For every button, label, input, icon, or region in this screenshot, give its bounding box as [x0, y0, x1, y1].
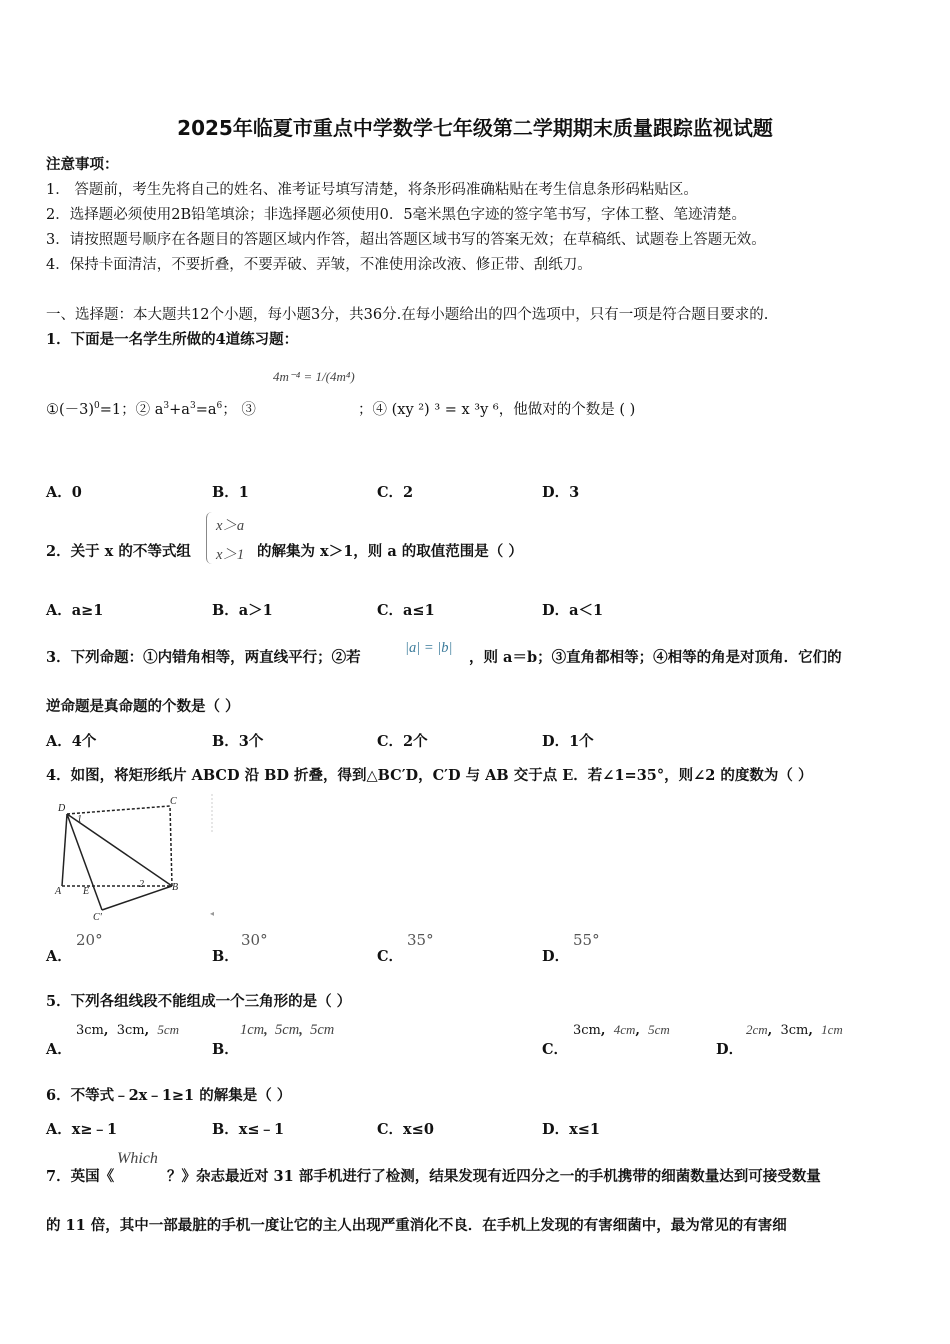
figure-label: A: [55, 886, 62, 897]
q4-option-b[interactable]: B．: [212, 948, 239, 965]
page-title: 2025年临夏市重点中学数学七年级第二学期期末质量跟踪监视试题: [177, 116, 773, 140]
question-7-suffix: ？》杂志最近对 31 部手机进行了检测，结果发现有近四分之一的手机携带的细菌数量达到可接受数量: [167, 1168, 821, 1185]
q2-option-d[interactable]: D．a＜1: [542, 602, 604, 619]
q5-option-d[interactable]: D．: [716, 1041, 744, 1058]
q4-option-b-value: 30°: [241, 931, 268, 949]
q1-items-tail: ；④ (xy ²) ³ = x ³y ⁶，他做对的个数是 ( ): [358, 402, 636, 418]
q3-option-d[interactable]: D．1个: [542, 733, 594, 750]
question-5-stem: 5．下列各组线段不能组成一个三角形的是（ ）: [46, 993, 352, 1010]
q3-option-a[interactable]: A．4个: [46, 733, 97, 750]
q6-option-b[interactable]: B．x≤﹣1: [212, 1121, 285, 1138]
question-3-line-1b: ，则 a＝b；③直角都相等；④相等的角是对顶角．它们的: [469, 649, 842, 666]
question-3-line-2: 逆命题是真命题的个数是（ ）: [46, 698, 240, 715]
q1-option-d[interactable]: D．3: [542, 484, 580, 501]
figure-label: 1: [77, 814, 82, 825]
q5-option-b[interactable]: B．: [212, 1041, 239, 1058]
q2-system-line-1: x＞a: [216, 518, 245, 534]
q4-figure: [50, 794, 225, 922]
notice-heading: 注意事项：: [46, 156, 119, 173]
q3-abs-formula: |a| = |b|: [405, 640, 453, 656]
question-7-line-2: 的 11 倍，其中一部最脏的手机一度让它的主人出现严重消化不良．在手机上发现的有害细菌中，最为常见的有害细: [46, 1217, 787, 1234]
notice-item: 3．请按照题号顺序在各题目的答题区域内作答，超出答题区域书写的答案无效；在草稿纸、试题卷上答题无效。: [46, 232, 766, 248]
figure-label: 2: [139, 879, 144, 890]
q1-items: $①(-3)^0=1$；② $a^3+a^3=a^6$； ③: [46, 401, 256, 418]
q6-option-c[interactable]: C．x≤0: [377, 1121, 434, 1138]
q5-d-values: 2cm, 3cm, 1cm: [746, 1022, 843, 1038]
q2-option-a[interactable]: A．a≥1: [46, 602, 104, 619]
question-6-stem: 6．不等式﹣2x﹣1≥1 的解集是（ ）: [46, 1087, 292, 1104]
q4-option-d[interactable]: D．: [542, 948, 570, 965]
notice-item: 2．选择题必须使用2B铅笔填涂；非选择题必须使用0．5毫米黑色字迹的签字笔书写，字体工整、笔迹清楚。: [46, 207, 747, 223]
figure-label: C': [93, 912, 102, 922]
q6-option-a[interactable]: A．x≥﹣1: [46, 1121, 118, 1138]
q4-option-a-value: 20°: [76, 931, 103, 949]
notice-item: 1． 答题前，考生先将自己的姓名、准考证号填写清楚，将条形码准确粘贴在考生信息条形码粘贴区。: [46, 182, 698, 198]
question-4-stem: 4．如图，将矩形纸片 ABCD 沿 BD 折叠，得到△BC′D，C′D 与 AB 交于点 E．若∠1=35°，则∠2 的度数为（ ）: [46, 767, 813, 784]
question-1-stem: 1．下面是一名学生所做的4道练习题：: [46, 331, 299, 348]
q2-brace: [206, 512, 215, 564]
q3-option-c[interactable]: C．2个: [377, 733, 428, 750]
q4-option-a[interactable]: A．: [46, 948, 72, 965]
q4-option-d-value: 55°: [573, 931, 600, 949]
notice-item: 4．保持卡面清洁，不要折叠，不要弄破、弄皱，不准使用涂改液、修正带、刮纸刀。: [46, 257, 592, 273]
q2-system-line-2: x＞1: [216, 547, 245, 563]
figure-label: E: [83, 886, 90, 897]
q4-option-c-value: 35°: [407, 931, 434, 949]
figure-label: D: [58, 803, 66, 814]
figure-marker: ◂: [210, 909, 215, 918]
q5-c-values: 3cm, 4cm, 5cm: [573, 1022, 670, 1038]
q1-option-c[interactable]: C．2: [377, 484, 414, 501]
figure-label: C: [170, 796, 177, 807]
q1-option-b[interactable]: B．1: [212, 484, 249, 501]
q5-option-a[interactable]: A．: [46, 1041, 72, 1058]
q7-which-image: Which: [117, 1150, 158, 1167]
q6-option-d[interactable]: D．x≤1: [542, 1121, 600, 1138]
q2-option-c[interactable]: C．a≤1: [377, 602, 435, 619]
q3-option-b[interactable]: B．3个: [212, 733, 264, 750]
q1-option-a[interactable]: A．0: [46, 484, 82, 501]
q5-a-values: 3cm, 3cm, 5cm: [76, 1022, 180, 1038]
figure-label: B: [172, 882, 179, 893]
q4-option-c[interactable]: C．: [377, 948, 404, 965]
question-2-prefix: 2．关于 x 的不等式组: [46, 543, 191, 560]
q5-option-c[interactable]: C．: [542, 1041, 569, 1058]
q5-b-values: 1cm, 5cm, 5cm: [240, 1022, 335, 1038]
q2-option-b[interactable]: B．a＞1: [212, 602, 273, 619]
question-3-line-1a: 3．下列命题：①内错角相等，两直线平行；②若: [46, 649, 361, 666]
section-heading: 一、选择题：本大题共12个小题，每小题3分，共36分.在每小题给出的四个选项中，只有一项是符合题目要求的.: [46, 307, 769, 323]
question-2-suffix: 的解集为 x＞1，则 a 的取值范围是（ ）: [257, 543, 523, 560]
question-7-prefix: 7．英国《: [46, 1168, 115, 1185]
q1-formula-image: 4m⁻⁴ = 1/(4m⁴): [273, 369, 355, 384]
